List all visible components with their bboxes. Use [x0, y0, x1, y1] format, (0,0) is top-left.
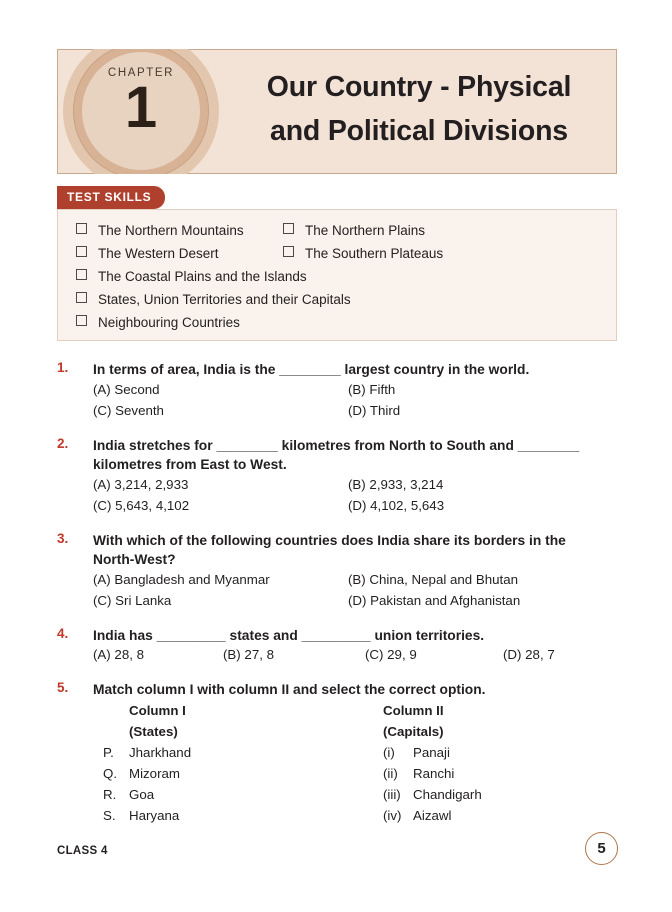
option-row — [93, 593, 622, 614]
match-left-label: P. — [103, 744, 114, 760]
question-number: 2. — [57, 435, 69, 451]
questions-list — [57, 360, 622, 829]
chapter-header — [57, 49, 617, 174]
option-b[interactable]: (B) 2,933, 3,214 — [348, 476, 444, 492]
option-b[interactable]: (B) Fifth — [348, 381, 396, 397]
option-row — [93, 477, 622, 498]
list-item: The Northern Mountains — [76, 223, 244, 238]
option-a[interactable]: (A) Second — [93, 381, 160, 397]
match-left-value: Jharkhand — [129, 744, 192, 760]
table-row — [93, 766, 622, 787]
question-number: 3. — [57, 530, 69, 546]
chapter-number: 1 — [124, 75, 158, 140]
question-1 — [57, 360, 622, 424]
question-text-line1: India stretches for ________ kilometres from North to South and ________ — [93, 437, 580, 453]
option-row — [93, 572, 622, 593]
table-row — [93, 745, 622, 766]
chapter-word: CHAPTER — [107, 67, 175, 79]
match-left-value: Goa — [129, 786, 155, 802]
match-right-label: (iv) — [383, 807, 402, 823]
question-text: In terms of area, India is the ________ largest country in the world. — [93, 362, 530, 377]
option-row — [93, 498, 622, 519]
test-skills-row — [58, 269, 618, 292]
column-2-header: Column II — [383, 702, 444, 718]
match-left-value: Mizoram — [129, 765, 180, 781]
option-d[interactable]: (D) 4,102, 5,643 — [348, 497, 445, 513]
question-2 — [57, 436, 622, 519]
match-left-label: R. — [103, 786, 117, 802]
question-text — [93, 436, 622, 475]
option-b[interactable]: (B) China, Nepal and Bhutan — [348, 571, 519, 587]
list-item: The Western Desert — [76, 246, 219, 261]
match-subheader-row — [93, 724, 622, 745]
chapter-badge — [57, 49, 223, 174]
page-title-line1: Our Country - Physical — [266, 71, 572, 103]
option-c[interactable]: (C) Seventh — [93, 402, 164, 418]
list-item: The Coastal Plains and the Islands — [76, 269, 307, 284]
option-group — [93, 477, 622, 519]
match-right-label: (ii) — [383, 765, 398, 781]
option-group — [93, 382, 622, 424]
question-number: 1. — [57, 360, 69, 375]
list-item: The Northern Plains — [283, 223, 425, 238]
match-right-value: Chandigarh — [413, 786, 482, 802]
table-row — [93, 787, 622, 808]
match-header-row — [93, 703, 622, 724]
test-skills-tab: TEST SKILLS — [57, 186, 165, 209]
match-right-value: Panaji — [413, 744, 450, 760]
option-d[interactable]: (D) Pakistan and Afghanistan — [348, 592, 521, 608]
question-text: Match column I with column II and select the correct option. — [93, 682, 486, 697]
list-item: Neighbouring Countries — [76, 315, 240, 330]
match-left-value: Haryana — [129, 807, 180, 823]
option-group — [93, 647, 622, 668]
question-text-line1: With which of the following countries does India share its borders in the — [93, 532, 566, 548]
option-row — [93, 382, 622, 403]
checkbox-icon — [76, 269, 87, 280]
test-skills-box — [57, 209, 617, 341]
question-4 — [57, 626, 622, 669]
question-5 — [57, 680, 622, 829]
test-skills-row — [58, 292, 618, 315]
checkbox-icon — [76, 292, 87, 303]
test-skills-row — [58, 315, 618, 338]
option-c[interactable]: (C) 5,643, 4,102 — [93, 497, 190, 513]
match-right-label: (iii) — [383, 786, 401, 802]
checkbox-icon — [76, 315, 87, 326]
match-table — [93, 703, 622, 829]
option-c[interactable]: (C) Sri Lanka — [93, 592, 172, 608]
list-item: States, Union Territories and their Capitals — [76, 292, 351, 307]
match-right-value: Aizawl — [413, 807, 452, 823]
question-text-line2: kilometres from East to West. — [93, 457, 287, 472]
question-text: India has _________ states and _________ union territories. — [93, 627, 485, 643]
page-title-line2: and Political Divisions — [270, 115, 568, 147]
option-d[interactable]: (D) 28, 7 — [503, 647, 555, 662]
test-skills-list — [58, 210, 618, 338]
question-text — [93, 531, 622, 570]
page-number: 5 — [585, 832, 618, 865]
table-row — [93, 808, 622, 829]
checkbox-icon — [283, 246, 294, 257]
option-row — [93, 403, 622, 424]
option-row — [93, 647, 622, 668]
column-1-subheader: (States) — [129, 723, 178, 739]
checkbox-icon — [76, 246, 87, 257]
column-1-header: Column I — [129, 702, 186, 718]
checkbox-icon — [76, 223, 87, 234]
option-group — [93, 572, 622, 614]
question-3 — [57, 531, 622, 614]
column-2-subheader: (Capitals) — [383, 723, 444, 739]
question-number: 5. — [57, 680, 69, 695]
match-left-label: Q. — [103, 765, 118, 781]
match-right-value: Ranchi — [413, 765, 455, 781]
checkbox-icon — [283, 223, 294, 234]
option-c[interactable]: (C) 29, 9 — [365, 647, 417, 662]
test-skills-row — [58, 246, 618, 269]
list-item: The Southern Plateaus — [283, 246, 443, 261]
option-a[interactable]: (A) 3,214, 2,933 — [93, 476, 189, 492]
footer-class-label: CLASS 4 — [57, 845, 108, 857]
option-a[interactable]: (A) Bangladesh and Myanmar — [93, 571, 270, 587]
option-b[interactable]: (B) 27, 8 — [223, 647, 274, 662]
test-skills-row — [58, 223, 618, 246]
match-left-label: S. — [103, 807, 116, 823]
option-d[interactable]: (D) Third — [348, 402, 401, 418]
page-title — [227, 65, 611, 153]
question-number: 4. — [57, 625, 69, 641]
option-a[interactable]: (A) 28, 8 — [93, 647, 144, 662]
question-text-line2: North-West? — [93, 552, 176, 567]
match-right-label: (i) — [383, 744, 395, 760]
